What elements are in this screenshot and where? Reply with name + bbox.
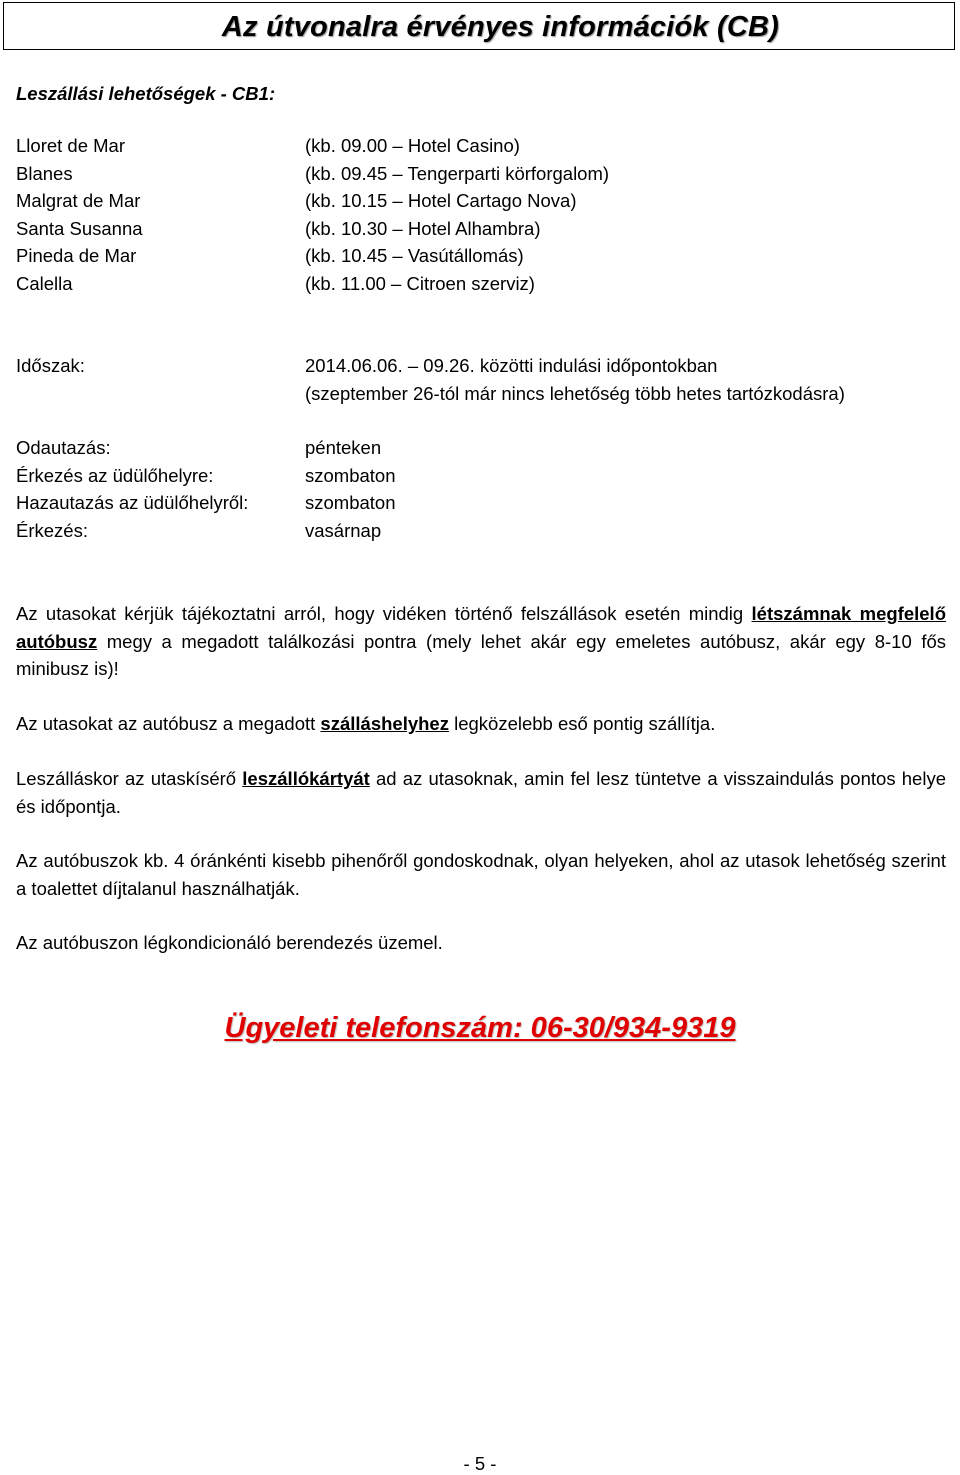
- stop-city: Pineda de Mar: [16, 245, 137, 266]
- travel-label: Odautazás:: [16, 437, 111, 458]
- travel-label-column: [16, 434, 248, 544]
- paragraph-text: Az utasokat az autóbusz a megadott: [16, 713, 321, 734]
- paragraph-dropoff: [16, 710, 946, 738]
- paragraph-text: megy a megadott találkozási pontra (mely lehet akár egy emeletes autóbusz, akár egy 8-10 fős minibusz is)!: [16, 630, 946, 679]
- period-label: Időszak:: [16, 355, 85, 376]
- emphasis-text: leszállókártyát: [242, 768, 370, 789]
- stop-info: (kb. 10.45 – Vasútállomás): [305, 245, 524, 266]
- travel-value: pénteken: [305, 437, 382, 458]
- stop-info: (kb. 10.30 – Hotel Alhambra): [305, 217, 541, 239]
- paragraph-card: [16, 765, 946, 820]
- paragraph-bus-size: [16, 600, 946, 683]
- hotline-phone: Ügyeleti telefonszám: 06-30/934-9319: [224, 1012, 736, 1044]
- travel-value: szombaton: [305, 492, 396, 513]
- period-value-column: [305, 352, 845, 407]
- page-number: - 5 -: [463, 1453, 497, 1474]
- travel-label: Hazautazás az üdülőhelyről:: [16, 492, 249, 513]
- paragraph-aircon: Az autóbuszon légkondicionáló berendezés üzemel.: [16, 932, 443, 953]
- travel-value: szombaton: [305, 464, 396, 486]
- stop-info: (kb. 09.00 – Hotel Casino): [305, 135, 520, 156]
- stops-info-column: [305, 132, 609, 297]
- stop-city: Lloret de Mar: [16, 135, 125, 156]
- stop-city: Malgrat de Mar: [16, 190, 141, 211]
- paragraph-text: Az utasokat kérjük tájékoztatni arról, hogy vidéken történő felszállások esetén mindig: [16, 603, 752, 624]
- travel-value-column: [305, 434, 396, 544]
- title-box: [3, 2, 955, 50]
- stop-city: Santa Susanna: [16, 217, 143, 239]
- paragraph-text: ad az utasoknak, amin fel lesz tüntetve a visszaindulás pontos helye és időpontja.: [16, 768, 946, 817]
- paragraph-breaks: Az autóbuszok kb. 4 óránkénti kisebb pihenőről gondoskodnak, olyan helyeken, ahol az utasok lehetőség szerint a toalettet díjtalanul használhatják.: [16, 850, 946, 899]
- page-title: Az útvonalra érvényes információk (CB): [221, 11, 779, 43]
- paragraph-text: Leszálláskor az utaskísérő: [16, 768, 243, 789]
- stop-info: (kb. 09.45 – Tengerparti körforgalom): [305, 162, 610, 184]
- emphasis-text: szálláshelyhez: [320, 713, 449, 734]
- period-label-column: [16, 352, 85, 380]
- stops-city-column: [16, 132, 143, 297]
- travel-label: Érkezés:: [16, 519, 88, 541]
- stop-info: (kb. 11.00 – Citroen szerviz): [305, 272, 535, 294]
- section-subheading: Leszállási lehetőségek - CB1:: [16, 83, 276, 104]
- stop-city: Calella: [16, 272, 73, 294]
- period-dates: 2014.06.06. – 09.26. közötti indulási időpontokban: [305, 355, 718, 376]
- travel-value: vasárnap: [305, 519, 382, 541]
- stop-city: Blanes: [16, 162, 73, 184]
- stop-info: (kb. 10.15 – Hotel Cartago Nova): [305, 190, 577, 211]
- emphasis-text: létszámnak megfelelő autóbusz: [16, 603, 946, 652]
- period-note: (szeptember 26-tól már nincs lehetőség több hetes tartózkodásra): [305, 382, 845, 404]
- paragraph-text: legközelebb eső pontig szállítja.: [448, 713, 716, 734]
- travel-label: Érkezés az üdülőhelyre:: [16, 464, 214, 486]
